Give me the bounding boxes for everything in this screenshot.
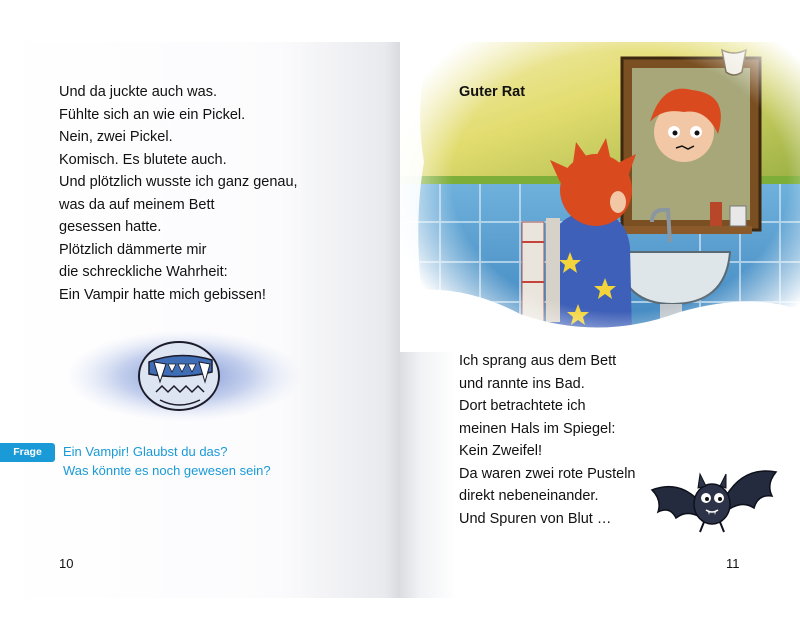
text-line: Und Spuren von Blut … — [459, 510, 612, 527]
text-line: die schreckliche Wahrheit: — [59, 264, 228, 280]
text-line: Nein, zwei Pickel. — [59, 129, 173, 145]
right-page-text — [459, 350, 636, 530]
left-page — [0, 42, 400, 598]
page-number-right: 11 — [726, 556, 740, 571]
text-line: meinen Hals im Spiegel: — [459, 420, 616, 437]
question-text — [63, 442, 271, 480]
text-line: Ein Vampir hatte mich gebissen! — [59, 286, 266, 303]
question-line: Ein Vampir! Glaubst du das? — [63, 444, 228, 459]
bat-illustration — [648, 460, 780, 540]
text-line: Und da juckte auch was. — [59, 84, 217, 100]
text-line: Komisch. Es blutete auch. — [59, 151, 227, 168]
text-line: direkt nebeneinander. — [459, 488, 599, 504]
text-line: Und plötzlich wusste ich ganz genau, — [59, 174, 298, 190]
question-line: Was könnte es noch gewesen sein? — [63, 463, 271, 478]
text-line: Kein Zweifel! — [459, 443, 543, 459]
text-line: Fühlte sich an wie ein Pickel. — [59, 106, 246, 123]
text-line: was da auf meinem Bett — [59, 196, 215, 213]
page-number-left: 10 — [59, 556, 74, 571]
book-spread — [0, 42, 800, 598]
text-line: gesessen hatte. — [59, 219, 162, 235]
text-line: Plötzlich dämmerte mir — [59, 241, 207, 258]
text-line: Dort betrachtete ich — [459, 398, 586, 414]
text-line: Ich sprang aus dem Bett — [459, 353, 617, 369]
chapter-title: Guter Rat — [459, 84, 526, 100]
text-line: Da waren zwei rote Pusteln — [459, 465, 636, 482]
vampire-teeth-illustration — [64, 320, 304, 430]
frage-tab: Frage — [0, 443, 55, 462]
right-page — [400, 42, 800, 598]
left-page-text — [59, 81, 298, 306]
text-line: und rannte ins Bad. — [459, 375, 585, 392]
